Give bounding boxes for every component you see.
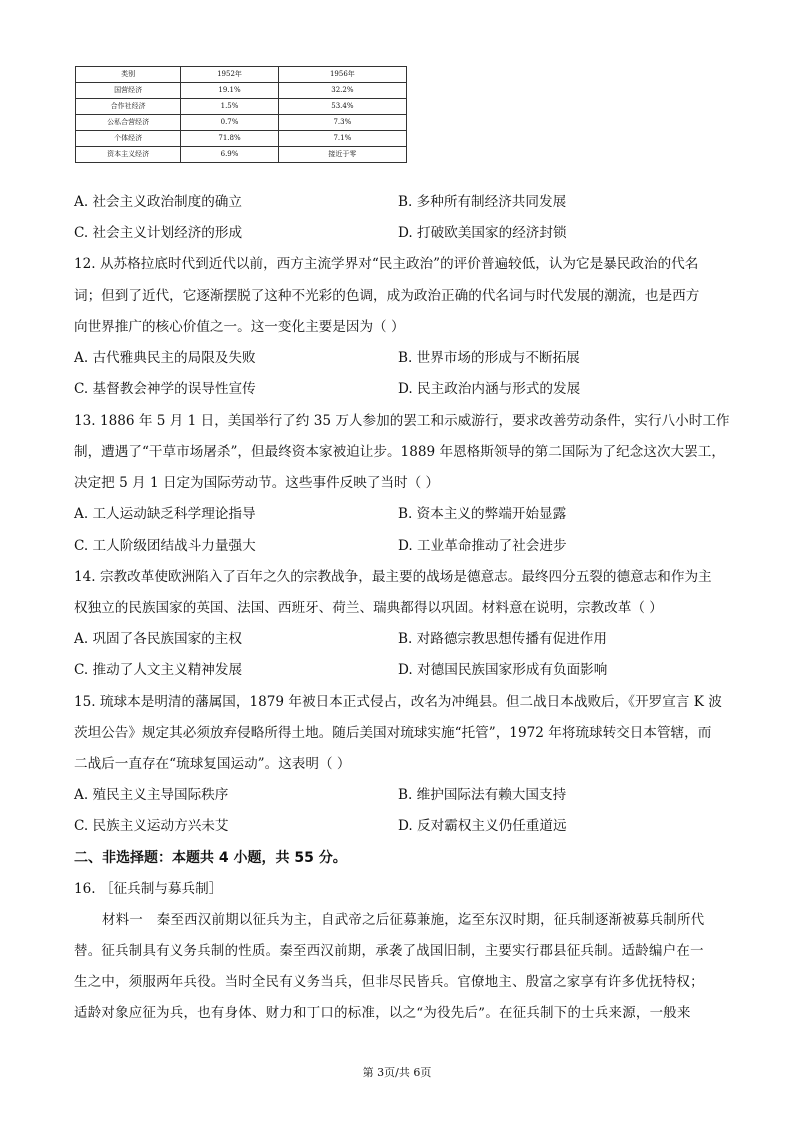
- q14-stem-line: 14. 宗教改革使欧洲陷入了百年之久的宗教战争，最主要的战场是德意志。最终四分五裂的德意志和作为主: [74, 569, 712, 585]
- economy-table: [75, 66, 407, 163]
- q14-stem-line: 权独立的民族国家的英国、法国、西班牙、荷兰、瑞典都得以巩固。材料意在说明，宗教改革（ ）: [74, 600, 663, 616]
- table-header-cell: 类别: [76, 67, 181, 83]
- table-cell: 资本主义经济: [76, 147, 181, 163]
- table-cell: 公私合营经济: [76, 115, 181, 131]
- table-cell: 53.4%: [278, 99, 406, 115]
- table-header-row: [76, 67, 407, 83]
- q11-option-d: D. 打破欧美国家的经济封锁: [398, 225, 567, 241]
- table-cell: 合作社经济: [76, 99, 181, 115]
- q13-option-a: A. 工人运动缺乏科学理论指导: [74, 506, 256, 522]
- table-row: [76, 99, 407, 115]
- q13-stem-line: 13. 1886 年 5 月 1 日，美国举行了约 35 万人参加的罢工和示威游行，要求改善劳动条件，实行八小时工作: [74, 413, 730, 429]
- q12-option-a: A. 古代雅典民主的局限及失败: [74, 350, 256, 366]
- table-cell: 0.7%: [181, 115, 278, 131]
- q11-option-c: C. 社会主义计划经济的形成: [74, 225, 243, 241]
- q16-material-line: 替。征兵制具有义务兵制的性质。秦至西汉前期，承袭了战国旧制，主要实行郡县征兵制。适龄编户在一: [74, 944, 704, 959]
- table-cell: 接近于零: [278, 147, 406, 163]
- table-cell: 7.1%: [278, 131, 406, 147]
- q15-option-b: B. 维护国际法有赖大国支持: [398, 787, 567, 803]
- q11-option-a: A. 社会主义政治制度的确立: [74, 194, 242, 210]
- table-cell: 71.8%: [181, 131, 278, 147]
- table-cell: 19.1%: [181, 83, 278, 99]
- q13-stem-line: 制，遭遇了“干草市场屠杀”，但最终资本家被迫让步。1889 年恩格斯领导的第二国际为了纪念这次大罢工，: [74, 444, 725, 460]
- table-row: [76, 115, 407, 131]
- q12-stem-line: 12. 从苏格拉底时代到近代以前，西方主流学界对“民主政治”的评价普遍较低，认为它是暴民政治的代名: [74, 256, 699, 272]
- q15-stem-line: 二战后一直存在“琉球复国运动”。这表明（ ）: [74, 756, 351, 772]
- table-row: [76, 147, 407, 163]
- q15-option-c: C. 民族主义运动方兴未艾: [74, 818, 229, 834]
- table-header-cell: 1952年: [181, 67, 278, 83]
- table-cell: 6.9%: [181, 147, 278, 163]
- table-row: [76, 83, 407, 99]
- q12-stem-line: 向世界推广的核心价值之一。这一变化主要是因为（ ）: [74, 319, 405, 335]
- table-cell: 7.3%: [278, 115, 406, 131]
- section-heading: 二、非选择题：本题共 4 小题，共 55 分。: [74, 850, 347, 866]
- q12-option-d: D. 民主政治内涵与形式的发展: [398, 381, 581, 397]
- q14-option-d: D. 对德国民族国家形成有负面影响: [398, 662, 608, 678]
- page-footer: 第 3页/共 6页: [362, 1066, 432, 1079]
- q13-stem-line: 决定把 5 月 1 日定为国际劳动节。这些事件反映了当时（ ）: [74, 475, 440, 491]
- q15-option-d: D. 反对霸权主义仍任重道远: [398, 818, 567, 834]
- q11-option-b: B. 多种所有制经济共同发展: [398, 194, 567, 210]
- q13-option-d: D. 工业革命推动了社会进步: [398, 538, 567, 554]
- q15-stem-line: 茨坦公告》规定其必须放弃侵略所得土地。随后美国对琉球实施“托管”，1972 年将琉球转交日本管辖，而: [74, 725, 712, 741]
- q15-option-a: A. 殖民主义主导国际秩序: [74, 787, 229, 803]
- q14-option-c: C. 推动了人文主义精神发展: [74, 662, 243, 678]
- q14-option-a: A. 巩固了各民族国家的主权: [74, 631, 242, 647]
- q15-stem-line: 15. 琉球本是明清的藩属国，1879 年被日本正式侵占，改名为冲绳县。但二战日本战败后，《开罗宣言 K 波: [74, 694, 722, 710]
- q13-option-b: B. 资本主义的弊端开始显露: [398, 506, 567, 522]
- table-cell: 1.5%: [181, 99, 278, 115]
- q16-material-line: 生之中，须服两年兵役。当时全民有义务当兵，但非尽民皆兵。官僚地主、殷富之家享有许多优抚特权；: [74, 975, 704, 990]
- table-cell: 个体经济: [76, 131, 181, 147]
- table-cell: 国营经济: [76, 83, 181, 99]
- table-header-cell: 1956年: [278, 67, 406, 83]
- q12-stem-line: 词；但到了近代，它逐渐摆脱了这种不光彩的色调，成为政治正确的代名词与时代发展的潮流，也是西方: [74, 288, 700, 304]
- q12-option-c: C. 基督教会神学的误导性宣传: [74, 381, 256, 397]
- q12-option-b: B. 世界市场的形成与不断拓展: [398, 350, 580, 366]
- q16-material-line: 适龄对象应征为兵，也有身体、财力和丁口的标准，以之“为役先后”。在征兵制下的士兵来源，一般来: [74, 1006, 691, 1021]
- table-cell: 32.2%: [278, 83, 406, 99]
- q16-title: 16. ［征兵制与募兵制］: [74, 881, 223, 897]
- q14-option-b: B. 对路德宗教思想传播有促进作用: [398, 631, 607, 647]
- q16-material-line: 材料一 秦至西汉前期以征兵为主，自武帝之后征募兼施，迄至东汉时期，征兵制逐渐被募兵制所代: [102, 913, 705, 928]
- q13-option-c: C. 工人阶级团结战斗力量强大: [74, 538, 256, 554]
- table-row: [76, 131, 407, 147]
